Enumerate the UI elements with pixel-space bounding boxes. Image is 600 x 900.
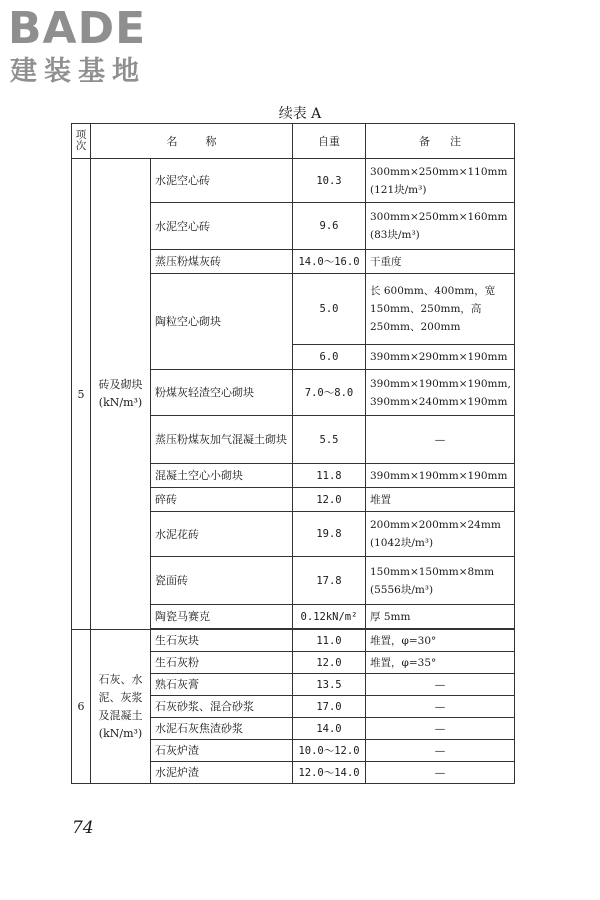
item-weight: 7.0～8.0 [293, 370, 366, 416]
item-note: 堆置，φ=30° [366, 630, 515, 652]
header-name [91, 124, 293, 159]
item-name: 水泥炉渣 [151, 762, 293, 784]
category-unit: (kN/m³) [98, 396, 143, 409]
header-name-char-1: 名 [166, 135, 178, 148]
group-index: 5 [72, 159, 91, 630]
item-name: 水泥空心砖 [151, 203, 293, 250]
header-name-char-2: 称 [205, 135, 217, 148]
item-note: — [366, 718, 515, 740]
item-note: — [366, 674, 515, 696]
item-weight: 12.0 [293, 652, 366, 674]
item-note: — [366, 416, 515, 464]
item-name: 水泥花砖 [151, 512, 293, 557]
item-weight: 13.5 [293, 674, 366, 696]
header-note-char-1: 备 [419, 135, 430, 148]
item-name: 蒸压粉煤灰加气混凝土砌块 [151, 416, 293, 464]
table-row [72, 159, 515, 203]
item-name: 陶粒空心砌块 [151, 274, 293, 370]
category-label: 石灰、水泥、灰浆及混凝土 [98, 672, 143, 722]
category-label: 砖及砌块 [98, 378, 143, 391]
item-name: 水泥石灰焦渣砂浆 [151, 718, 293, 740]
item-note: 200mm×200mm×24mm (1042块/m³) [366, 512, 515, 557]
item-weight: 12.0 [293, 488, 366, 512]
logo-text-en: BADE [8, 3, 147, 54]
logo-text-cn: 建装基地 [10, 56, 146, 87]
item-weight: 11.8 [293, 464, 366, 488]
item-note: 长 600mm、400mm，宽 150mm、250mm，高 250mm、200mm [366, 274, 515, 345]
header-row [72, 124, 515, 159]
item-weight: 10.0～12.0 [293, 740, 366, 762]
item-note: 150mm×150mm×8mm (5556块/m³) [366, 557, 515, 605]
group-category [91, 159, 151, 630]
self-weight-table [71, 123, 515, 784]
item-weight: 9.6 [293, 203, 366, 250]
item-note: — [366, 696, 515, 718]
item-weight: 10.3 [293, 159, 366, 203]
item-note: 390mm×290mm×190mm [366, 345, 515, 370]
item-weight: 17.0 [293, 696, 366, 718]
page-number: 74 [72, 818, 94, 838]
item-name: 熟石灰膏 [151, 674, 293, 696]
item-note: — [366, 740, 515, 762]
item-note: 300mm×250mm×110mm (121块/m³) [366, 159, 515, 203]
item-name: 混凝土空心小砌块 [151, 464, 293, 488]
item-note: 干重度 [366, 250, 515, 274]
group-index: 6 [72, 630, 91, 784]
table-row [72, 630, 515, 652]
group-category [91, 630, 151, 784]
item-weight: 11.0 [293, 630, 366, 652]
item-weight: 19.8 [293, 512, 366, 557]
item-name: 粉煤灰轻渣空心砌块 [151, 370, 293, 416]
item-name: 蒸压粉煤灰砖 [151, 250, 293, 274]
item-note: 堆置 [366, 488, 515, 512]
table-caption: 续表 A [278, 106, 322, 122]
item-weight: 12.0～14.0 [293, 762, 366, 784]
bade-logo [8, 4, 178, 90]
header-note-char-2: 注 [450, 135, 461, 148]
header-note [366, 124, 515, 159]
item-note: 堆置，φ=35° [366, 652, 515, 674]
item-name: 陶瓷马赛克 [151, 605, 293, 629]
item-name: 水泥空心砖 [151, 159, 293, 203]
item-name: 石灰炉渣 [151, 740, 293, 762]
item-note: 300mm×250mm×160mm (83块/m³) [366, 203, 515, 250]
item-weight: 0.12kN/m² [293, 605, 366, 629]
item-name: 生石灰块 [151, 630, 293, 652]
item-weight: 5.5 [293, 416, 366, 464]
item-note: 厚 5mm [366, 605, 515, 629]
header-index: 项次 [72, 124, 91, 159]
item-name: 瓷面砖 [151, 557, 293, 605]
item-weight: 17.8 [293, 557, 366, 605]
item-note: 390mm×190mm×190mm, 390mm×240mm×190mm [366, 370, 515, 416]
item-weight: 14.0～16.0 [293, 250, 366, 274]
item-weight: 6.0 [293, 345, 366, 370]
category-unit: (kN/m³) [98, 726, 143, 740]
item-name: 生石灰粉 [151, 652, 293, 674]
item-weight: 5.0 [293, 274, 366, 345]
item-name: 石灰砂浆、混合砂浆 [151, 696, 293, 718]
item-note: 390mm×190mm×190mm [366, 464, 515, 488]
item-note: — [366, 762, 515, 784]
item-name: 碎砖 [151, 488, 293, 512]
item-weight: 14.0 [293, 718, 366, 740]
header-weight: 自重 [293, 124, 366, 159]
